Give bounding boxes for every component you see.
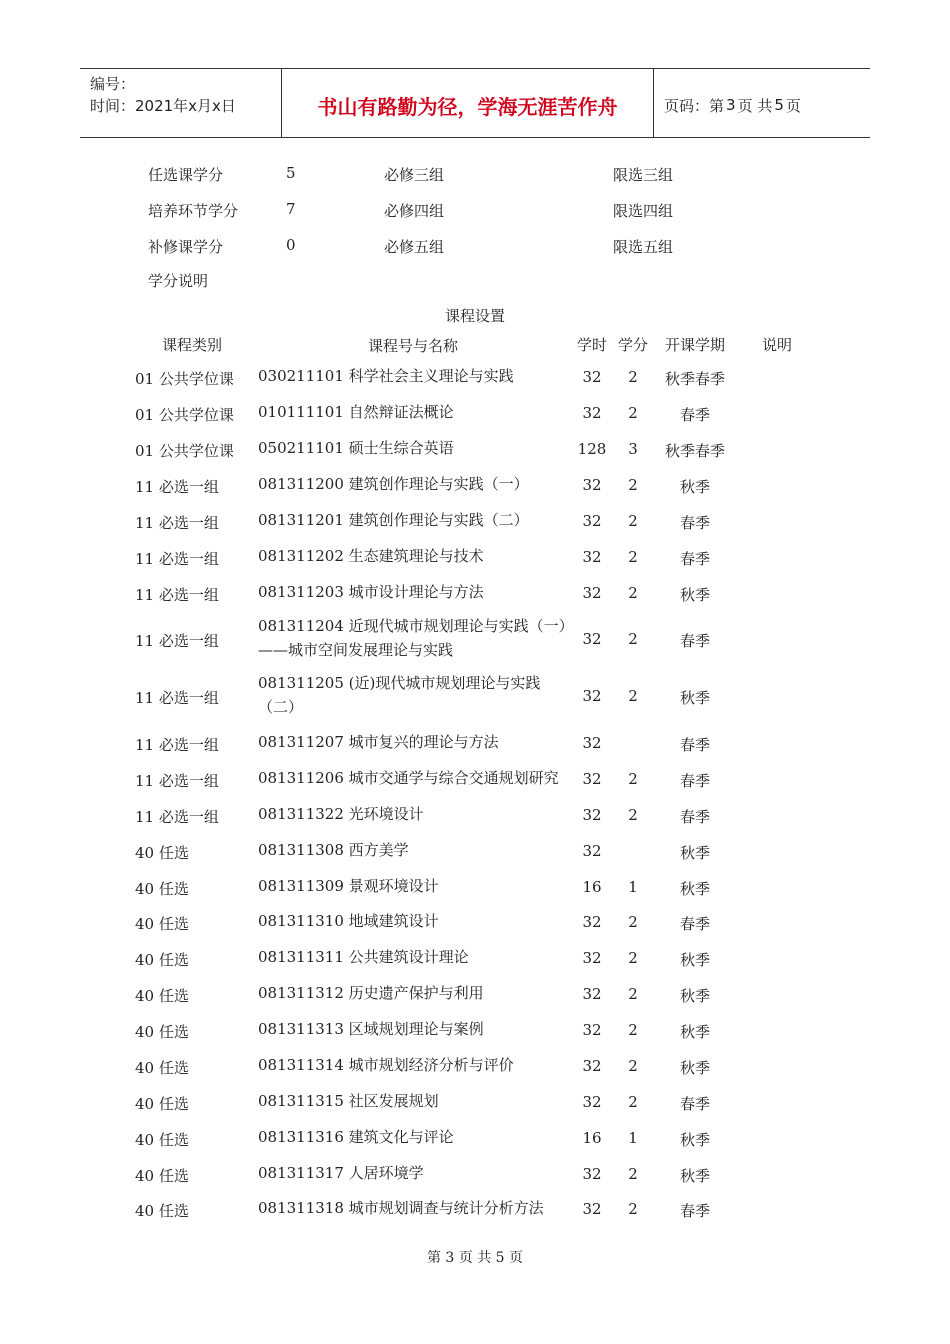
- document-header: [80, 68, 870, 138]
- course-category: 40 任选: [135, 1202, 189, 1220]
- course-credit: 2: [628, 913, 638, 931]
- course-name: 010111101 自然辩证法概论: [258, 403, 454, 421]
- course-category: 11 必选一组: [135, 632, 219, 650]
- credit-row: [148, 164, 848, 200]
- course-category: 40 任选: [135, 1059, 189, 1077]
- course-hours: 32: [582, 630, 602, 648]
- course-credit: 2: [628, 512, 638, 530]
- credit-required-group: 必修五组: [384, 238, 445, 256]
- course-name: 081311201 建筑创作理论与实践（二）: [258, 511, 529, 529]
- course-credit: 2: [628, 630, 638, 648]
- course-hours: 16: [582, 878, 602, 896]
- course-credit: 1: [628, 878, 638, 896]
- course-name: 081311204 近现代城市规划理论与实践（一）——城市空间发展理论与实践: [258, 617, 567, 659]
- course-term: 秋季: [679, 951, 710, 969]
- course-category: 01 公共学位课: [135, 442, 234, 460]
- course-credit: 2: [628, 806, 638, 824]
- course-credit: 2: [628, 1165, 638, 1183]
- course-name: 081311317 人居环境学: [258, 1164, 424, 1182]
- course-term: 秋季: [679, 1167, 710, 1185]
- course-name: 050211101 硕士生综合英语: [258, 439, 454, 457]
- course-name: 081311322 光环境设计: [258, 805, 424, 823]
- course-name: 081311310 地域建筑设计: [258, 912, 439, 930]
- course-name: 081311315 社区发展规划: [258, 1092, 439, 1110]
- course-name: 081311205 (近)现代城市规划理论与实践（二）: [258, 674, 541, 716]
- course-credit: 2: [628, 770, 638, 788]
- course-hours: 32: [582, 734, 602, 752]
- table-title: 课程设置: [444, 307, 505, 325]
- course-term: 春季: [679, 406, 710, 424]
- course-hours: 32: [582, 770, 602, 788]
- course-credit: 2: [628, 687, 638, 705]
- course-name: 081311207 城市复兴的理论与方法: [258, 733, 499, 751]
- course-term: 秋季春季: [664, 442, 725, 460]
- header-credit: 学分: [618, 336, 649, 354]
- course-credit: 2: [628, 1200, 638, 1218]
- course-name: 081311318 城市规划调查与统计分析方法: [258, 1199, 544, 1217]
- page-total: 5: [774, 96, 784, 114]
- header-page-number: [654, 69, 870, 137]
- course-category: 11 必选一组: [135, 772, 219, 790]
- course-category: 40 任选: [135, 880, 189, 898]
- page-label: 页码：第: [664, 96, 725, 115]
- course-credit: 2: [628, 368, 638, 386]
- course-credit: 2: [628, 1057, 638, 1075]
- course-hours: 32: [582, 1093, 602, 1111]
- credit-value: 5: [286, 164, 296, 182]
- credit-limited-group: 限选五组: [613, 238, 674, 256]
- course-category: 40 任选: [135, 915, 189, 933]
- course-hours: 32: [582, 584, 602, 602]
- course-category: 40 任选: [135, 987, 189, 1005]
- course-hours: 32: [582, 476, 602, 494]
- page-footer: 第 3 页 共 5 页: [426, 1250, 524, 1266]
- course-credit: 2: [628, 1021, 638, 1039]
- header-meta: [80, 69, 282, 137]
- course-category: 40 任选: [135, 951, 189, 969]
- credit-label: 任选课学分: [148, 166, 224, 184]
- course-category: 40 任选: [135, 1167, 189, 1185]
- credit-note: 学分说明: [148, 272, 209, 290]
- credit-value: 0: [286, 236, 296, 254]
- course-term: 秋季: [679, 1059, 710, 1077]
- course-hours: 32: [582, 806, 602, 824]
- header-motto: 书山有路勤为径，学海无涯苦作舟: [282, 69, 654, 137]
- course-term: 春季: [679, 736, 710, 754]
- course-term: 秋季: [679, 1023, 710, 1041]
- course-name: 081311313 区域规划理论与案例: [258, 1020, 484, 1038]
- course-credit: 2: [628, 1093, 638, 1111]
- course-hours: 32: [582, 368, 602, 386]
- course-term: 秋季: [679, 987, 710, 1005]
- course-category: 11 必选一组: [135, 550, 219, 568]
- credit-label: 培养环节学分: [148, 202, 239, 220]
- course-name: 081311202 生态建筑理论与技术: [258, 547, 484, 565]
- header-note: 说明: [762, 336, 793, 354]
- course-hours: 32: [582, 687, 602, 705]
- credit-required-group: 必修四组: [384, 202, 445, 220]
- course-category: 11 必选一组: [135, 736, 219, 754]
- course-credit: 1: [628, 1129, 638, 1147]
- credit-row: [148, 200, 848, 236]
- course-name: 081311308 西方美学: [258, 841, 409, 859]
- course-hours: 32: [582, 548, 602, 566]
- course-term: 秋季: [679, 586, 710, 604]
- course-credit: 2: [628, 949, 638, 967]
- course-hours: 32: [582, 913, 602, 931]
- course-category: 11 必选一组: [135, 689, 219, 707]
- credit-limited-group: 限选四组: [613, 202, 674, 220]
- course-hours: 32: [582, 842, 602, 860]
- course-name: 081311206 城市交通学与综合交通规划研究: [258, 769, 559, 787]
- course-term: 春季: [679, 772, 710, 790]
- course-name: 081311200 建筑创作理论与实践（一）: [258, 475, 529, 493]
- course-term: 春季: [679, 1095, 710, 1113]
- course-name: 030211101 科学社会主义理论与实践: [258, 367, 514, 385]
- course-term: 春季: [679, 1202, 710, 1220]
- credit-row: [148, 236, 848, 272]
- course-hours: 32: [582, 1165, 602, 1183]
- course-term: 春季: [679, 808, 710, 826]
- course-hours: 32: [582, 512, 602, 530]
- course-name: 081311316 建筑文化与评论: [258, 1128, 454, 1146]
- course-credit: 2: [628, 548, 638, 566]
- credit-value: 7: [286, 200, 296, 218]
- course-category: 40 任选: [135, 1023, 189, 1041]
- course-hours: 128: [577, 440, 607, 458]
- course-term: 秋季: [679, 880, 710, 898]
- page-mid: 页 共: [737, 96, 773, 115]
- course-term: 秋季: [679, 1131, 710, 1149]
- course-credit: 2: [628, 404, 638, 422]
- course-name: 081311314 城市规划经济分析与评价: [258, 1056, 514, 1074]
- document-date: 时间：2021年x月x日: [90, 97, 236, 115]
- course-term: 春季: [679, 915, 710, 933]
- course-credit: 2: [628, 476, 638, 494]
- course-term: 春季: [679, 550, 710, 568]
- course-term: 春季: [679, 632, 710, 650]
- page-end: 页: [785, 96, 801, 115]
- course-term: 春季: [679, 514, 710, 532]
- course-category: 11 必选一组: [135, 808, 219, 826]
- course-name: 081311311 公共建筑设计理论: [258, 948, 469, 966]
- course-category: 01 公共学位课: [135, 406, 234, 424]
- course-credit: 2: [628, 584, 638, 602]
- header-term: 开课学期: [664, 336, 725, 354]
- course-credit: 2: [628, 985, 638, 1003]
- course-name: 081311312 历史遗产保护与利用: [258, 984, 484, 1002]
- course-name: 081311309 景观环境设计: [258, 877, 439, 895]
- header-category: 课程类别: [162, 336, 223, 354]
- document-number: 编号：: [90, 75, 136, 93]
- credit-label: 补修课学分: [148, 238, 224, 256]
- course-category: 40 任选: [135, 844, 189, 862]
- course-name: 081311203 城市设计理论与方法: [258, 583, 484, 601]
- course-category: 11 必选一组: [135, 514, 219, 532]
- course-term: 秋季: [679, 844, 710, 862]
- course-credit: 3: [628, 440, 638, 458]
- course-hours: 32: [582, 949, 602, 967]
- credit-summary: [148, 164, 848, 272]
- credit-required-group: 必修三组: [384, 166, 445, 184]
- course-hours: 32: [582, 1057, 602, 1075]
- course-category: 11 必选一组: [135, 478, 219, 496]
- header-hours: 学时: [576, 336, 607, 354]
- course-hours: 32: [582, 985, 602, 1003]
- course-term: 秋季春季: [664, 370, 725, 388]
- course-term: 秋季: [679, 478, 710, 496]
- course-category: 01 公共学位课: [135, 370, 234, 388]
- course-hours: 32: [582, 404, 602, 422]
- course-category: 40 任选: [135, 1095, 189, 1113]
- credit-limited-group: 限选三组: [613, 166, 674, 184]
- course-hours: 16: [582, 1129, 602, 1147]
- course-category: 40 任选: [135, 1131, 189, 1149]
- course-term: 秋季: [679, 689, 710, 707]
- header-name: 课程号与名称: [367, 337, 458, 355]
- course-hours: 32: [582, 1021, 602, 1039]
- course-category: 11 必选一组: [135, 586, 219, 604]
- page-current: 3: [726, 96, 736, 114]
- course-hours: 32: [582, 1200, 602, 1218]
